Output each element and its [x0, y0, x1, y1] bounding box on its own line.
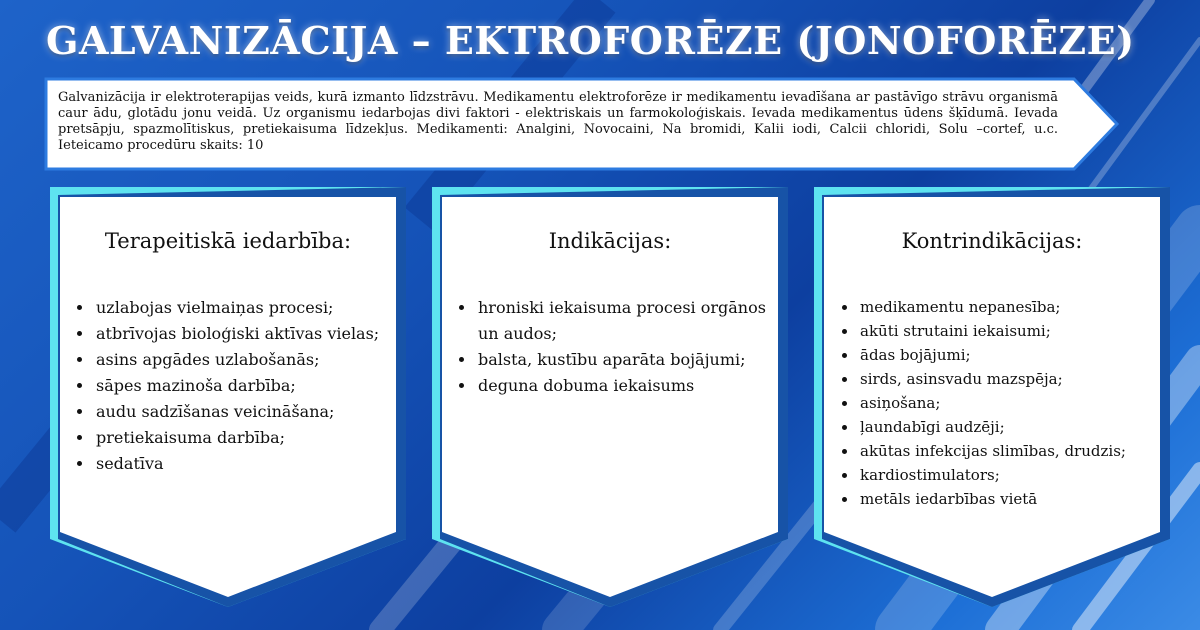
list-item: • deguna dobuma iekaisums: [476, 373, 768, 399]
card-title: Terapeitiskā iedarbība:: [104, 229, 352, 253]
list-item: • sāpes mazinoša darbība;: [94, 373, 386, 399]
indications-list: [454, 295, 768, 399]
list-item: • akūti strutaini iekaisumi;: [858, 319, 1150, 343]
list-item: • audu sadzīšanas veicināšana;: [94, 399, 386, 425]
list-item: • balsta, kustību aparāta bojājumi;: [476, 347, 768, 373]
effects-list: [72, 295, 386, 477]
intro-text: Galvanizācija ir elektroterapijas veids, kurā izmanto līdzstrāvu. Medikamentu elektroforēze ir medikamentu ievadīšana ar pastāvīgo strāvu organismā caur ādu, glotādu jonu veidā. Uz organismu iedarbojas divi faktori - elektriskais un farmokoloģiskais. Ievada medikamentus ūdens šķīdumā. Ievada pretsāpju, spazmolītiskus, pretiekaisuma līdzekļus. Medikamenti: Analgini, Novocaini, Na bromidi, Kalii iodi, Calcii chloridi, Solu –cortef, u.c. Ieteicamo procedūru skaits: 10: [58, 90, 1058, 153]
list-item: • hroniski iekaisuma procesi orgānos un audos;: [476, 295, 768, 347]
card-title: Kontrindikācijas:: [901, 229, 1083, 253]
list-item: • asins apgādes uzlabošanās;: [94, 347, 386, 373]
list-item: • ādas bojājumi;: [858, 343, 1150, 367]
list-item: • pretiekaisuma darbība;: [94, 425, 386, 451]
card-therapeutic-effect: [50, 187, 406, 607]
card-contraindications: [814, 187, 1170, 607]
list-item: • uzlabojas vielmaiņas procesi;: [94, 295, 386, 321]
list-item: • sedatīva: [94, 451, 386, 477]
list-item: • asiņošana;: [858, 391, 1150, 415]
list-item: • ļaundabīgi audzēji;: [858, 415, 1150, 439]
contraindications-list: [836, 295, 1150, 511]
page-title: GALVANIZĀCIJA – EKTROFORĒZE (JONOFORĒZE): [46, 18, 1135, 63]
intro-banner: [44, 77, 1120, 171]
list-item: • metāls iedarbības vietā: [858, 487, 1150, 511]
list-item: • medikamentu nepanesība;: [858, 295, 1150, 319]
list-item: • akūtas infekcijas slimības, drudzis;: [858, 439, 1150, 463]
card-title: Indikācijas:: [548, 229, 672, 253]
list-item: • sirds, asinsvadu mazspēja;: [858, 367, 1150, 391]
list-item: • atbrīvojas bioloģiski aktīvas vielas;: [94, 321, 386, 347]
card-indications: [432, 187, 788, 607]
list-item: • kardiostimulators;: [858, 463, 1150, 487]
